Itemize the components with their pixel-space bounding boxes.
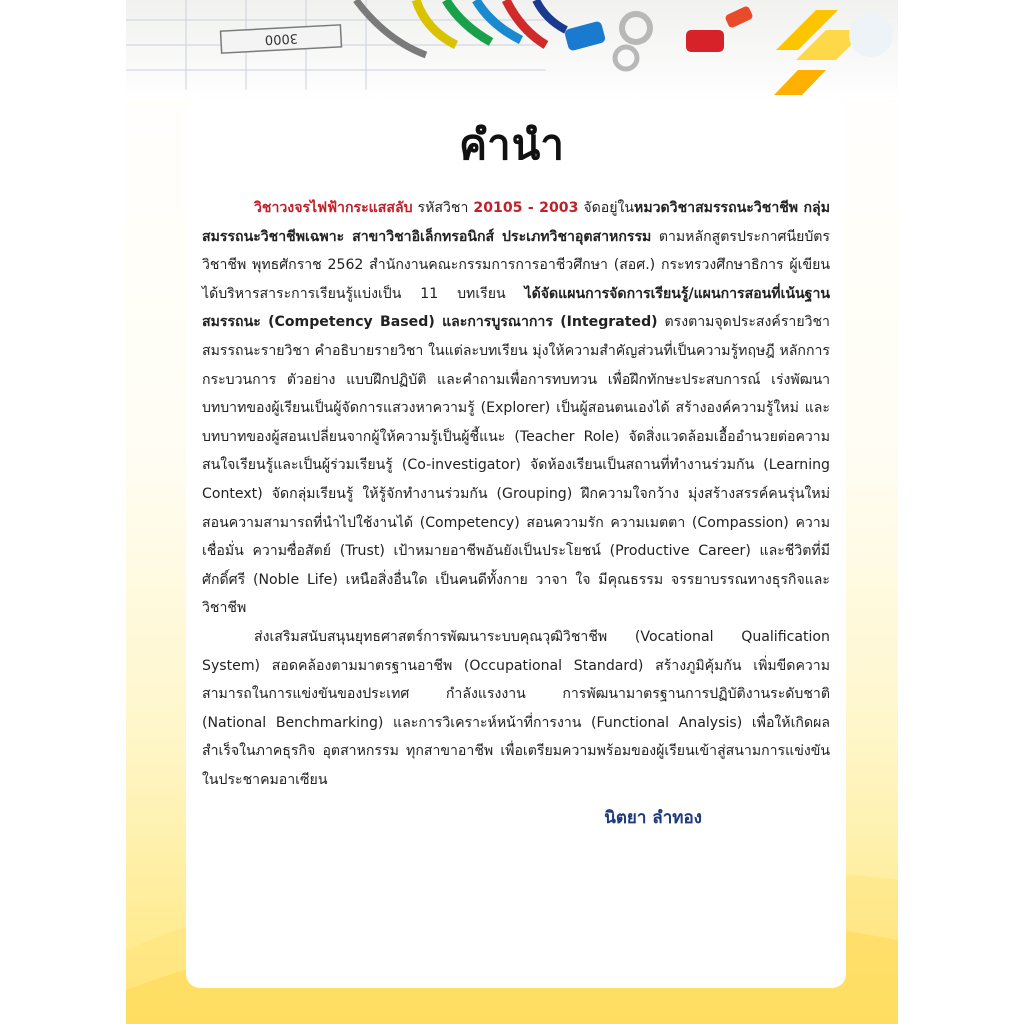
document-page [126, 0, 898, 1024]
category-text: หมวดวิชาสมรรถนะวิชาชีพ กลุ่มสมรรถนะวิชาชีพเฉพาะ สาขาวิชาอิเล็กทรอนิกส์ ประเภทวิชาอุตสาหกรรม [202, 200, 830, 245]
course-name: วิชาวงจรไฟฟ้ากระแสสลับ [254, 200, 413, 216]
author-name: นิตยา ลำทอง [604, 808, 702, 828]
page-title: คำนำ [459, 120, 565, 169]
header-banner-image [126, 0, 898, 100]
ruler-label: 3000 [264, 30, 299, 47]
text-span: จัดอยู่ใน [578, 200, 635, 216]
paragraph-1 [202, 194, 830, 623]
paragraph-2: ส่งเสริมสนับสนุนยุทธศาสตร์การพัฒนาระบบคุณวุฒิวิชาชีพ (Vocational Qualification System) สอดคล้องตามมาตรฐานอาชีพ (Occupational Standard) สร้างภูมิคุ้มกัน เพิ่มขีดความสามารถในการแข่งขันของประเทศ กำลังแรงงาน การพัฒนามาตรฐานการปฏิบัติงานระดับชาติ (National Benchmarking) และการวิเคราะห์หน้าที่การงาน (Functional Analysis) เพื่อให้เกิดผลสำเร็จในภาคธุรกิจ อุตสาหกรรม ทุกสาขาอาชีพ เพื่อเตรียมความพร้อมของผู้เรียนเข้าสู่สนามการแข่งขันในประชาคมอาเซียน [202, 628, 830, 788]
preface-body [202, 194, 830, 794]
course-code: 20105 - 2003 [473, 200, 579, 216]
text-span: รหัสวิชา [412, 200, 474, 216]
plan-text: ได้จัดแผนการจัดการเรียนรู้/แผนการสอนที่เน้นฐานสมรรถนะ (Competency Based) และการบูรณาการ (Integrated) [202, 285, 830, 331]
electrical-wires-illustration [126, 0, 898, 100]
text-span: ตามหลักสูตรประกาศนียบัตรวิชาชีพ พุทธศักราช 2562 สำนักงานคณะกรรมการการอาชีวศึกษา (สอศ.) กระทรวงศึกษาธิการ ผู้เขียนได้บริหารสาระการเรียนรู้แบ่งเป็น 11 บทเรียน [202, 228, 831, 302]
text-span: ตรงตามจุดประสงค์รายวิชา สมรรถนะรายวิชา คำอธิบายรายวิชา ในแต่ละบทเรียน มุ่งให้ความสำคัญส่วนที่เป็นความรู้ทฤษฎี หลักการ กระบวนการ ตัวอย่าง แบบฝึกปฏิบัติ และคำถามเพื่อการทบทวน เพื่อฝึกทักษะประสบการณ์ เร่งพัฒนาบทบาทของผู้เรียนเป็นผู้จัดการแสวงหาความรู้ (Explorer) เป็นผู้สอนตนเองได้ สร้างองค์ความรู้ใหม่ และบทบาทของผู้สอนเปลี่ยนจากผู้ให้ความรู้เป็นผู้ชี้แนะ (Teacher Role) จัดสิ่งแวดล้อมเอื้ออำนวยต่อความสนใจเรียนรู้และเป็นผู้ร่วมเรียนรู้ (Co-investigator) จัดห้องเรียนเป็นสถานที่ทำงานร่วมกัน (Learning Context) จัดกลุ่มเรียนรู้ ให้รู้จักทำงานร่วมกัน (Grouping) ฝึกความใจกว้าง มุ่งสร้างสรรค์คนรุ่นใหม่ สอนความสามารถที่นำไปใช้งานได้ (Competency) สอนความรัก ความเมตตา (Compassion) ความเชื่อมั่น ความซื่อสัตย์ (Trust) เป้าหมายอาชีพอันยังเป็นประโยชน์ (Productive Career) และชีวิตที่มีศักดิ์ศรี (Noble Life) เหนือสิ่งอื่นใด เป็นคนดีทั้งกาย วาจา ใจ มีคุณธรรม จรรยาบรรณทางธุรกิจและวิชาชีพ [202, 314, 830, 617]
